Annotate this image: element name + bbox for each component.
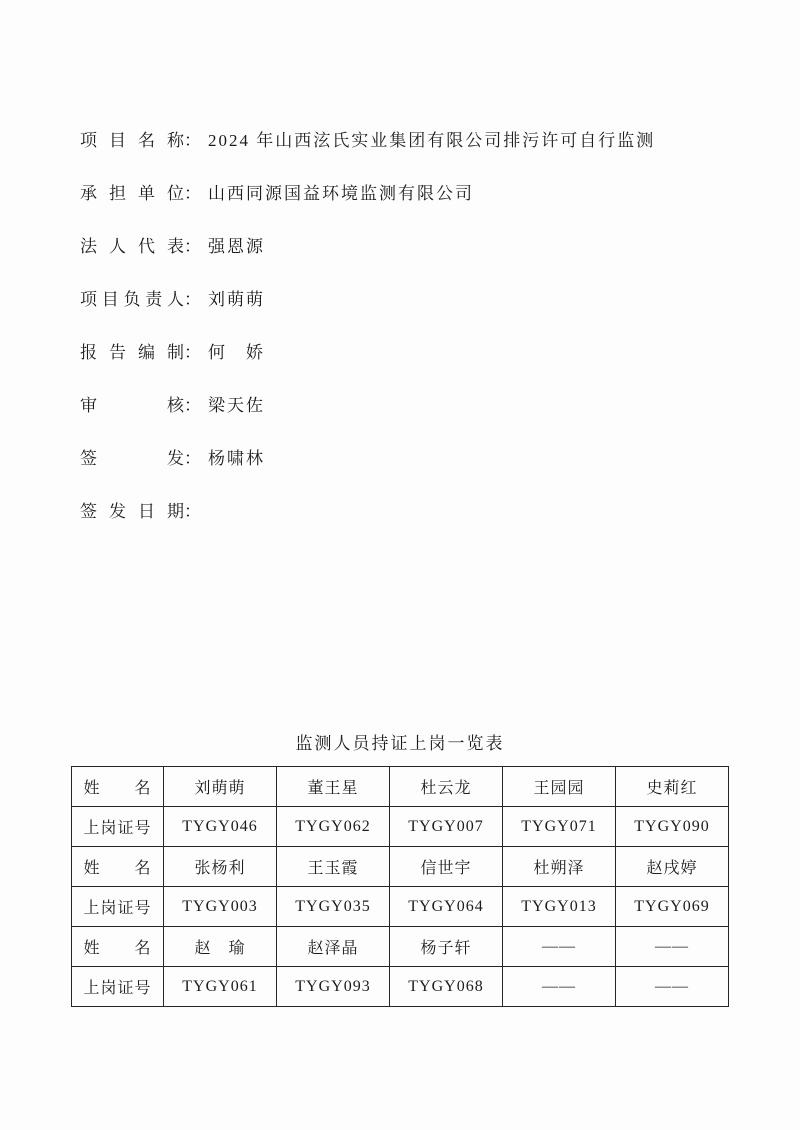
cover-info-block: [80, 131, 740, 555]
row-label-cell: 上岗证号: [72, 807, 164, 847]
info-line-issue-date: [80, 502, 740, 522]
certificate-cell: TYGY046: [164, 807, 277, 847]
info-line-reviewer: [80, 396, 740, 416]
name-cell: 赵戌婷: [616, 847, 729, 887]
personnel-certificate-table: [71, 766, 729, 1007]
name-cell: 王玉霞: [277, 847, 390, 887]
colon: ：: [184, 131, 201, 150]
project-name-value: 2024 年山西泫氏实业集团有限公司排污许可自行监测: [208, 131, 656, 150]
info-line-issuer: [80, 449, 740, 469]
row-label-cell: 上岗证号: [72, 967, 164, 1007]
certificate-cell: TYGY061: [164, 967, 277, 1007]
reviewer-value: 梁天佐: [208, 396, 265, 415]
empty-dash-cell: ——: [503, 927, 616, 967]
legal-representative-value: 强恩源: [208, 237, 265, 256]
certificate-cell: TYGY007: [390, 807, 503, 847]
issuer-value: 杨啸林: [208, 449, 265, 468]
empty-dash-cell: ——: [503, 967, 616, 1007]
certificate-cell: TYGY003: [164, 887, 277, 927]
row-label-cell: 上岗证号: [72, 887, 164, 927]
name-cell: 董王星: [277, 767, 390, 807]
colon: ：: [184, 502, 201, 521]
certificate-cell: TYGY093: [277, 967, 390, 1007]
empty-dash-cell: ——: [616, 927, 729, 967]
colon: ：: [184, 343, 201, 362]
name-cell: 杜朔泽: [503, 847, 616, 887]
colon: ：: [184, 237, 201, 256]
certificate-cell: TYGY064: [390, 887, 503, 927]
name-cell: 杜云龙: [390, 767, 503, 807]
project-leader-label: 项目负责人: [80, 290, 184, 309]
report-compiler-value: 何 娇: [208, 343, 265, 362]
colon: ：: [184, 290, 201, 309]
certificate-cell: TYGY013: [503, 887, 616, 927]
reviewer-label: 审 核: [80, 396, 184, 415]
table-row: [72, 927, 729, 967]
table-row: [72, 847, 729, 887]
name-cell: 信世宇: [390, 847, 503, 887]
row-label-cell: 姓 名: [72, 927, 164, 967]
name-cell: 史莉红: [616, 767, 729, 807]
row-label-cell: 姓 名: [72, 767, 164, 807]
colon: ：: [184, 184, 201, 203]
name-cell: 张杨利: [164, 847, 277, 887]
colon: ：: [184, 449, 201, 468]
issue-date-label: 签 发 日 期: [80, 502, 184, 521]
report-compiler-label: 报 告 编 制: [80, 343, 184, 362]
table-row: [72, 767, 729, 807]
certificate-cell: TYGY068: [390, 967, 503, 1007]
certificate-cell: TYGY069: [616, 887, 729, 927]
certificate-cell: TYGY035: [277, 887, 390, 927]
project-leader-value: 刘萌萌: [208, 290, 265, 309]
undertaking-unit-label: 承 担 单 位: [80, 184, 184, 203]
name-cell: 赵泽晶: [277, 927, 390, 967]
table-row: [72, 807, 729, 847]
name-cell: 刘萌萌: [164, 767, 277, 807]
name-cell: 王园园: [503, 767, 616, 807]
name-cell: 赵 瑜: [164, 927, 277, 967]
info-line-undertaking-unit: [80, 184, 740, 204]
info-line-legal-representative: [80, 237, 740, 257]
info-line-report-compiler: [80, 343, 740, 363]
roster-table-title: 监测人员持证上岗一览表: [295, 734, 505, 753]
table-row: [72, 967, 729, 1007]
info-line-project-name: [80, 131, 740, 151]
certificate-cell: TYGY071: [503, 807, 616, 847]
project-name-label: 项 目 名 称: [80, 131, 184, 150]
table-row: [72, 887, 729, 927]
row-label-cell: 姓 名: [72, 847, 164, 887]
colon: ：: [184, 396, 201, 415]
certificate-cell: TYGY090: [616, 807, 729, 847]
name-cell: 杨子轩: [390, 927, 503, 967]
issuer-label: 签 发: [80, 449, 184, 468]
undertaking-unit-value: 山西同源国益环境监测有限公司: [208, 184, 474, 203]
empty-dash-cell: ——: [616, 967, 729, 1007]
legal-representative-label: 法 人 代 表: [80, 237, 184, 256]
info-line-project-leader: [80, 290, 740, 310]
certificate-cell: TYGY062: [277, 807, 390, 847]
